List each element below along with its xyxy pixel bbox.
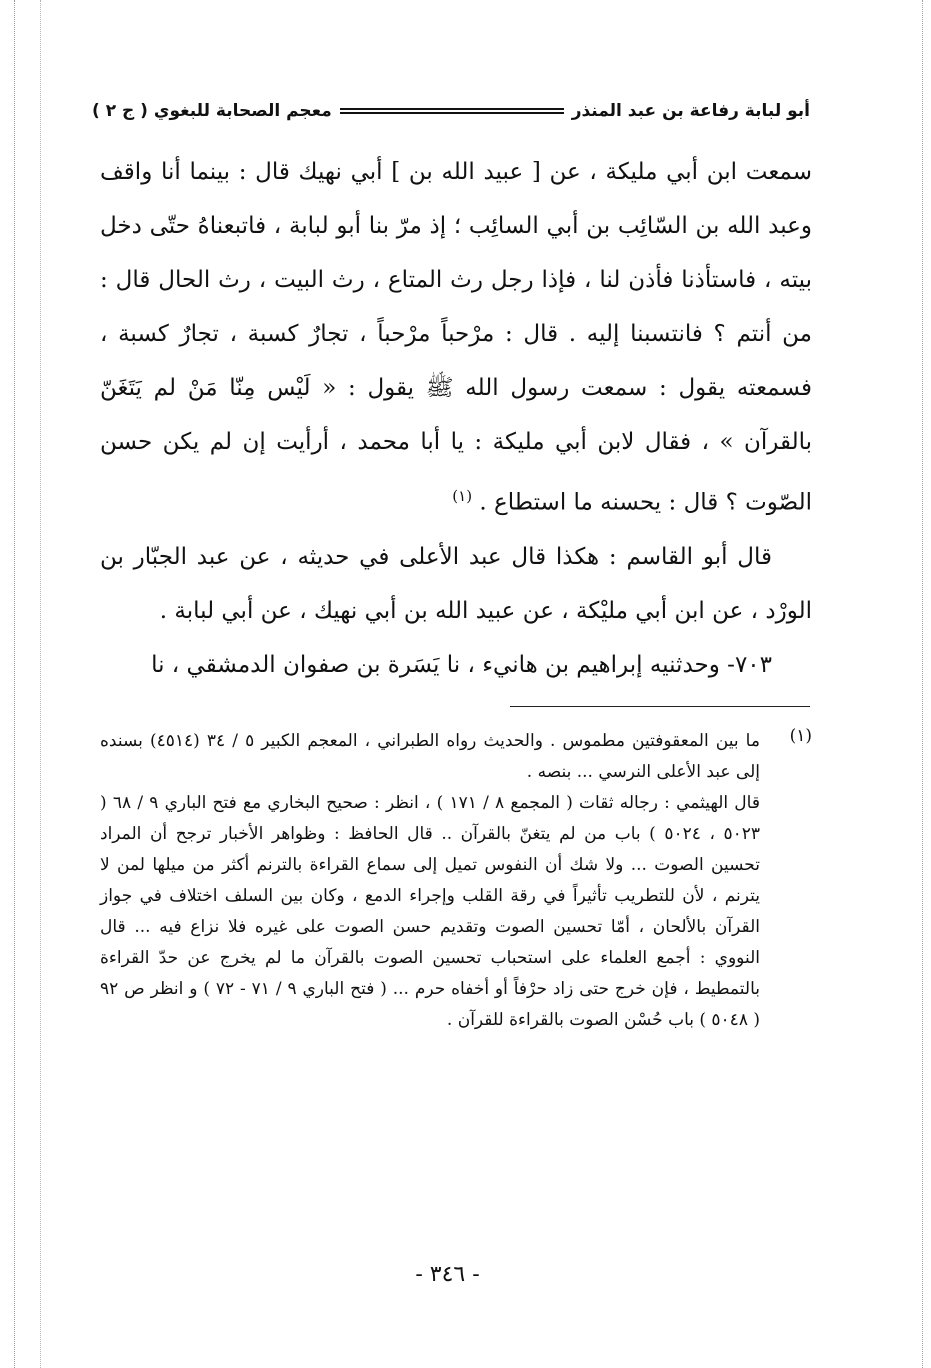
paragraph-1 [100, 145, 812, 530]
header-rule [340, 108, 564, 114]
footnote-1-text: ما بين المعقوفتين مطموس . والحديث رواه الطبراني ، المعجم الكبير ٥ / ٣٤ (٤٥١٤) بسنده إلى عبد الأعلى النرسي ... بنصه . [100, 731, 760, 782]
footnotes [100, 726, 812, 1036]
footnote-1-commentary: قال الهيثمي : رجاله ثقات ( المجمع ٨ / ١٧١ ) ، انظر : صحيح البخاري مع فتح الباري ٩ / ٦٨ ( ٥٠٢٣ ، ٥٠٢٤ ) باب من لم يتغنّ بالقرآن .. قال الحافظ : وظواهر الأخبار ترجح أن المراد تحسين الصوت ... ولا شك أن النفوس تميل إلى سماع القراءة بالترنم أكثر من ميلها لمن لا يترنم ، لأن للتطريب تأثيراً في رقة القلب وإجراء الدمع ، وكان بين السلف اختلاف في جواز القرآن بالألحان ، أمّا تحسين الصوت وتقديم حسن الصوت على غيره فلا نزاع فيه ... قال النووي : أجمع العلماء على استحباب تحسين الصوت بالقرآن ما لم يخرج عن حدّ القراءة بالتمطيط ، فإن خرج حتى زاد حرْفاً أو أخفاه حرم ... ( فتح الباري ٩ / ٧١ - ٧٢ ) و انظر ص ٩٢ ( ٥٠٤٨ ) باب حُسْن الصوت بالقراءة للقرآن . [100, 793, 761, 1030]
footnote-number: (١) [789, 726, 812, 746]
paragraph-3: ٧٠٣- وحدثنيه إبراهيم بن هانيء ، نا يَسَرة بن صفوان الدمشقي ، نا [151, 651, 772, 678]
footnote-1 [100, 726, 812, 788]
page-number: - ٣٤٦ - [415, 1262, 480, 1287]
scan-edge-right [922, 0, 923, 1368]
chapter-title: أبو لبابة رفاعة بن عبد المنذر [571, 101, 810, 121]
book-title: معجم الصحابة للبغوي ( ج ٢ ) [92, 101, 332, 121]
scan-edge-left [14, 0, 15, 1368]
footnote-reference: (١) [452, 487, 473, 505]
paragraph-2: قال أبو القاسم : هكذا قال عبد الأعلى في حديثه ، عن عبد الجبّار بن الورْد ، عن ابن أبي مليْكة ، عن عبيد الله بن أبي نهيك ، عن أبي لبابة . [100, 543, 812, 624]
scan-edge-left-inner [40, 0, 41, 1368]
paragraph-1-text: سمعت ابن أبي مليكة ، عن [ عبيد الله بن ] أبي نهيك قال : بينما أنا واقف وعبد الله بن السّائِب بن أبي السائِب ؛ إذ مرّ بنا أبو لبابة ، فاتبعناهُ حتّى دخل بيته ، فاستأذنا فأذن لنا ، فإذا رجل رث المتاع ، رث البيت ، رث الحال قال : من أنتم ؟ فانتسبنا إليه . قال : مرْحباً مرْحباً ، تجارٌ كسبة ، تجارٌ كسبة ، فسمعته يقول : سمعت رسول الله ﷺ يقول : « لَيْس مِنّا مَنْ لم يَتَغَنّ بالقرآن » ، فقال لابن أبي مليكة : يا أبا محمد ، أرأيت إن لم يكن حسن الصّوت ؟ قال : يحسنه ما استطاع . [100, 159, 812, 516]
running-header [92, 94, 810, 128]
main-text [100, 145, 812, 692]
footnote-separator [510, 706, 810, 707]
